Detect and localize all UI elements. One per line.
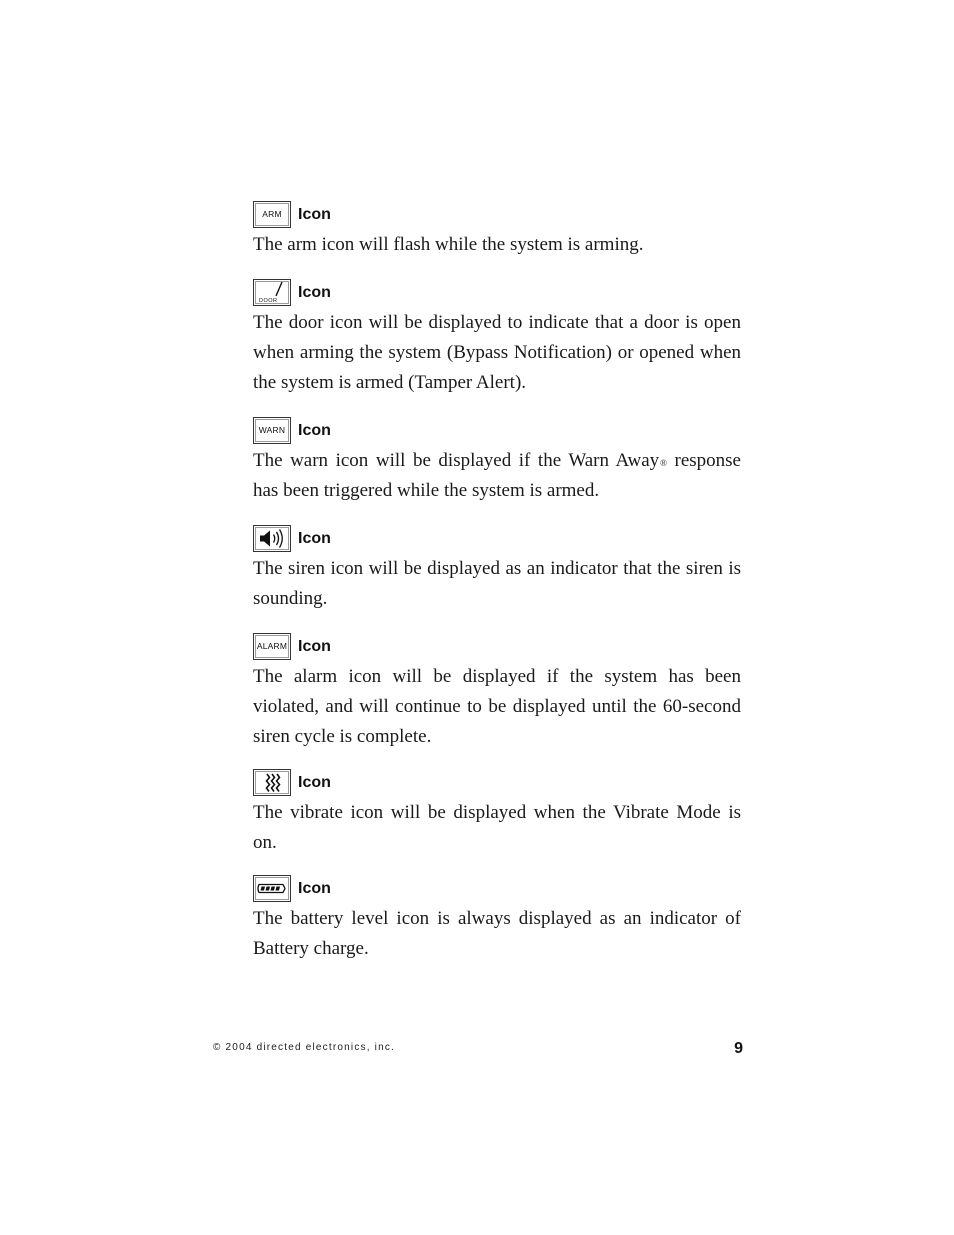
arm-description: The arm icon will flash while the system is arming. [253, 234, 644, 255]
arm-section [253, 198, 741, 260]
battery-description: The battery level icon is always displayed as an indicator of Battery charge. [253, 908, 741, 959]
alarm-heading-label: Icon [298, 638, 331, 655]
door-description: The door icon will be displayed to indicate that a door is open when arming the system (Bypass Notification) or opened when the system is armed (Tamper Alert). [253, 312, 741, 393]
alarm-icon-label: ALARM [256, 641, 288, 651]
warn-heading-label: Icon [298, 422, 331, 439]
door-heading [253, 276, 741, 308]
siren-description: The siren icon will be displayed as an indicator that the siren is sounding. [253, 558, 741, 609]
arm-icon-label: ARM [262, 209, 282, 219]
arm-heading [253, 198, 741, 230]
siren-section [253, 522, 741, 614]
speaker-icon [254, 526, 290, 551]
door-icon-label: DOOR [259, 297, 278, 304]
vibrate-heading-label: Icon [298, 774, 331, 791]
vibrate-description: The vibrate icon will be displayed when the Vibrate Mode is on. [253, 802, 741, 853]
warn-description [253, 446, 741, 506]
icon-descriptions [253, 198, 741, 964]
siren-heading [253, 522, 741, 554]
alarm-icon [253, 633, 291, 660]
battery-icon [253, 875, 291, 902]
vibrate-section [253, 766, 741, 858]
warn-section [253, 414, 741, 506]
registered-mark: ® [660, 458, 667, 468]
siren-icon [253, 525, 291, 552]
alarm-section [253, 630, 741, 752]
warn-icon [253, 417, 291, 444]
arm-icon [253, 201, 291, 228]
vibrate-icon [253, 769, 291, 796]
warn-icon-label: WARN [258, 425, 286, 435]
siren-heading-label: Icon [298, 530, 331, 547]
warn-heading [253, 414, 741, 446]
arm-heading-label: Icon [298, 206, 331, 223]
warn-description-text: The warn icon will be displayed if the Warn Away [253, 450, 660, 471]
page-footer [213, 1040, 743, 1062]
battery-heading [253, 872, 741, 904]
door-section [253, 276, 741, 398]
vibrate-heading [253, 766, 741, 798]
battery-heading-label: Icon [298, 880, 331, 897]
battery-level-icon [254, 876, 290, 901]
vibrate-waves [254, 770, 290, 795]
alarm-description: The alarm icon will be displayed if the system has been violated, and will continue to be displayed until the 60-second siren cycle is complete. [253, 666, 741, 747]
door-icon [253, 279, 291, 306]
page-number: 9 [734, 1040, 743, 1057]
battery-section [253, 872, 741, 964]
door-heading-label: Icon [298, 284, 331, 301]
warn-description-text-end: response has been triggered while the system is armed. [253, 450, 741, 501]
alarm-heading [253, 630, 741, 662]
copyright-notice: © 2004 directed electronics, inc. [213, 1042, 396, 1053]
